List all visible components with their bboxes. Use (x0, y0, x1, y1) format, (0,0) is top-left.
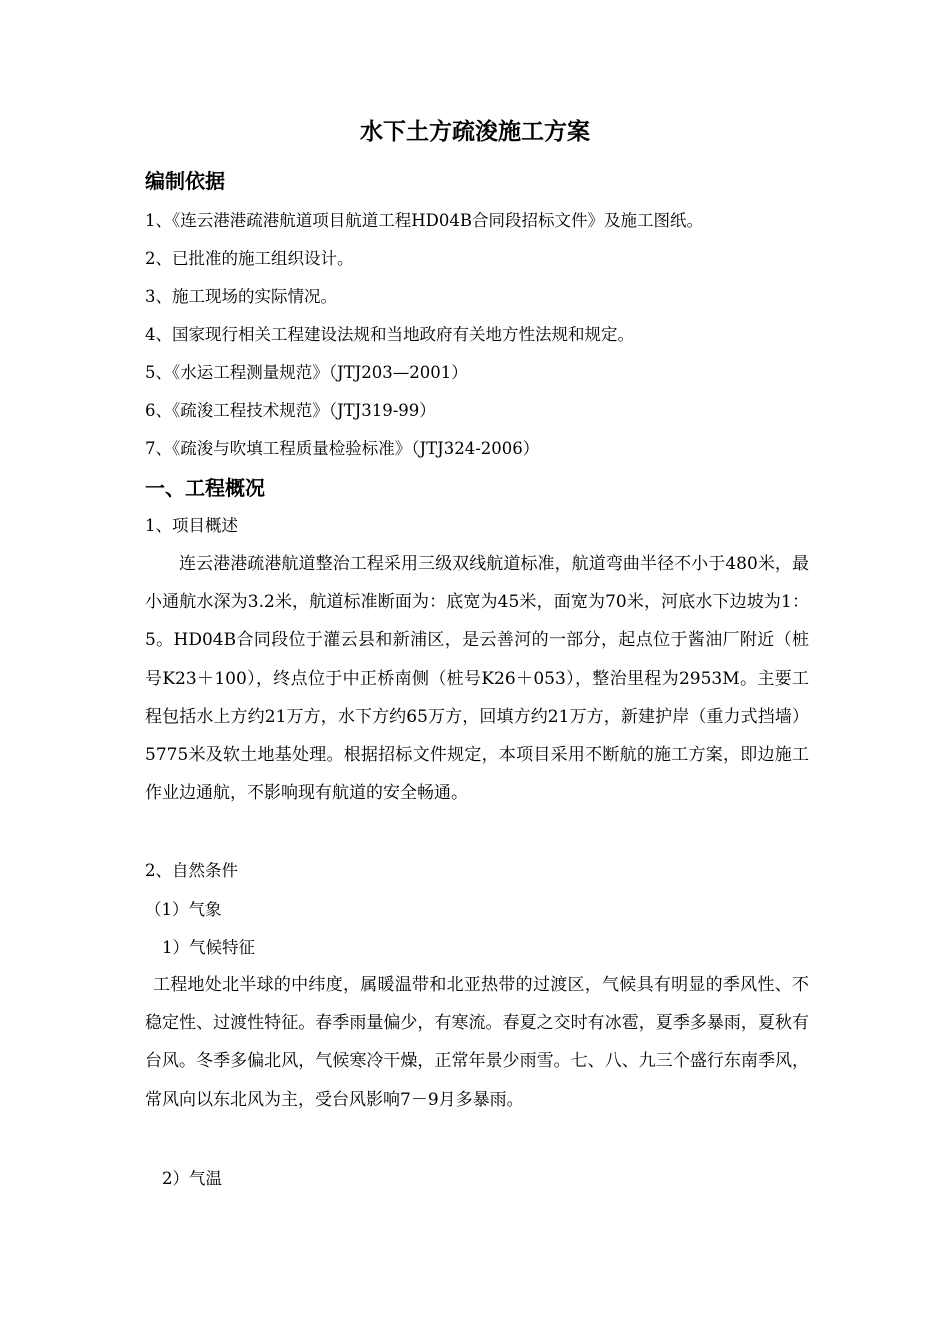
basis-heading: 编制依据 (145, 169, 225, 193)
basis-item-5: 5、《水运工程测量规范》（JTJ203—2001） (145, 363, 468, 382)
basis-item-4: 4、国家现行相关工程建设法规和当地政府有关地方性法规和规定。 (145, 325, 634, 344)
item-climate-features: 1）气候特征 (162, 938, 255, 957)
basis-item-7: 7、《疏浚与吹填工程质量检验标准》（JTJ324-2006） (145, 439, 540, 458)
basis-item-2: 2、已批准的施工组织设计。 (145, 249, 354, 268)
item-meteorology: （1）气象 (145, 900, 222, 919)
basis-item-6: 6、《疏浚工程技术规范》（JTJ319-99） (145, 401, 436, 420)
subsection-project-overview: 1、项目概述 (145, 516, 238, 535)
project-overview-paragraph: 连云港港疏港航道整治工程采用三级双线航道标准，航道弯曲半径不小于480米，最小通航水深为3.2米，航道标准断面为：底宽为45米，面宽为70米，河底水下边坡为1：5。HD04B合同段位于灌云县和新浦区，是云善河的一部分，起点位于酱油厂附近（桩号K23＋100），终点位于中正桥南侧（桩号K26＋053），整治里程为2953M。主要工程包括水上方约21万方，水下方约65万方，回填方约21万方，新建护岸（重力式挡墙）5775米及软土地基处理。根据招标文件规定，本项目采用不断航的施工方案，即边施工作业边通航，不影响现有航道的安全畅通。 (145, 554, 809, 804)
basis-item-1: 1、《连云港港疏港航道项目航道工程HD04B合同段招标文件》及施工图纸。 (145, 211, 703, 230)
document-title: 水下土方疏浚施工方案 (360, 119, 590, 145)
subsection-natural-conditions: 2、自然条件 (145, 861, 238, 880)
item-temperature: 2）气温 (162, 1169, 222, 1188)
basis-item-3: 3、施工现场的实际情况。 (145, 287, 337, 306)
climate-paragraph: 工程地处北半球的中纬度，属暖温带和北亚热带的过渡区，气候具有明显的季风性、不稳定性、过渡性特征。春季雨量偏少，有寒流。春夏之交时有冰雹，夏季多暴雨，夏秋有台风。冬季多偏北风，气候寒冷干燥，正常年景少雨雪。七、八、九三个盛行东南季风，常风向以东北风为主，受台风影响7－9月多暴雨。 (145, 975, 809, 1110)
section-heading-overview: 一、工程概况 (145, 476, 265, 500)
